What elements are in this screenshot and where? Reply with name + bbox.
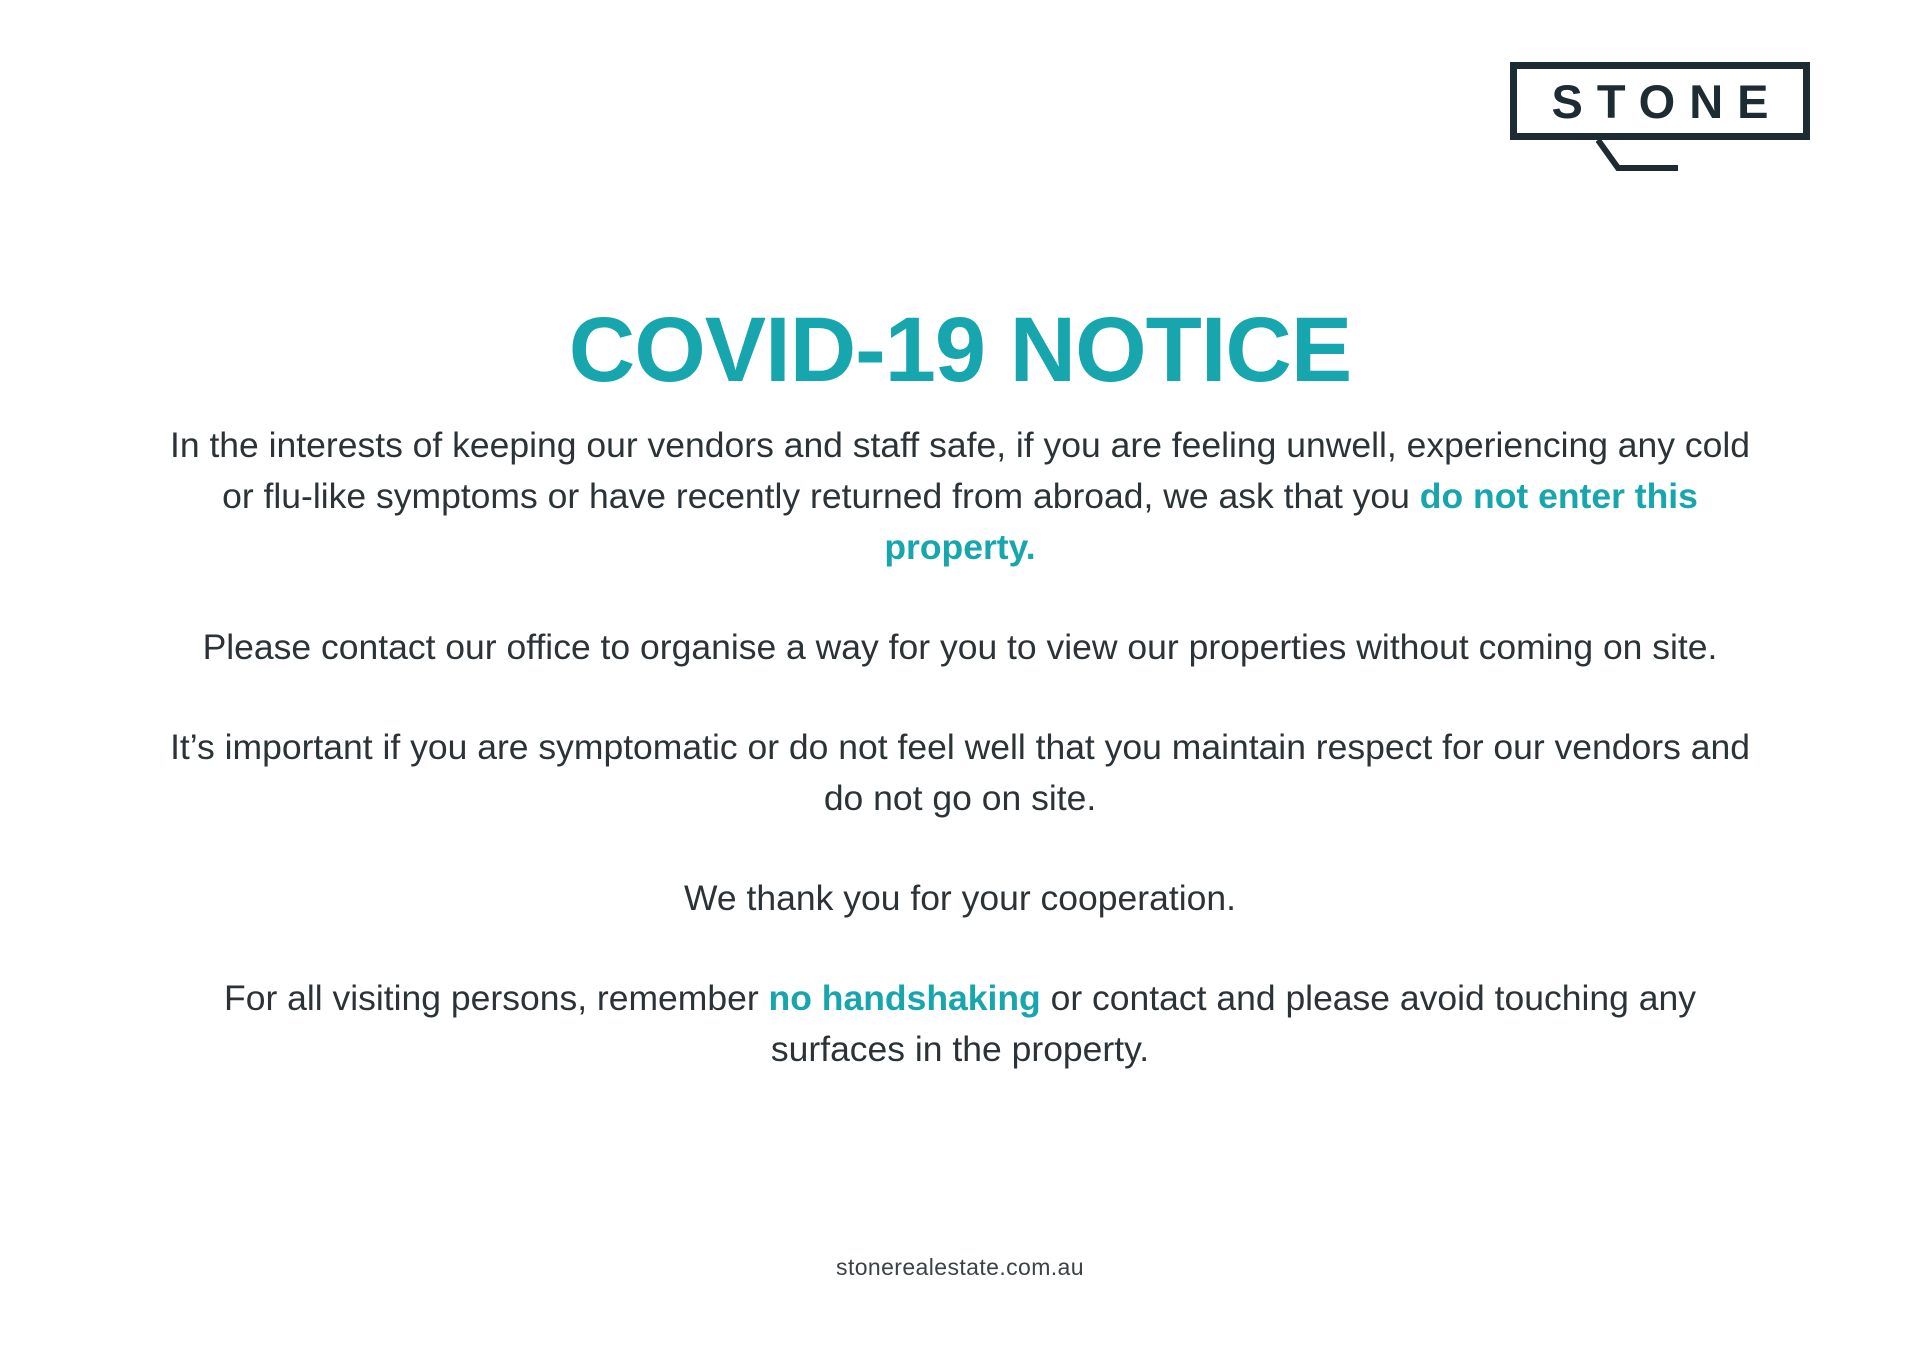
- paragraph-2-text: Please contact our office to organise a way for you to view our properties without coming on site.: [202, 627, 1718, 667]
- paragraph-4-text: We thank you for your cooperation.: [684, 878, 1236, 918]
- logo-box-icon: [1510, 62, 1810, 140]
- paragraph-5-text-lead: For all visiting persons, remember: [224, 978, 769, 1018]
- notice-body: [155, 420, 1765, 1075]
- paragraph-3-text: It’s important if you are symptomatic or do not feel well that you maintain respect for our vendors and do not go on site.: [170, 727, 1750, 818]
- paragraph-1-emphasis: do not enter this property.: [884, 476, 1698, 567]
- paragraph-5-text-tail: or contact and please avoid touching any surfaces in the property.: [770, 978, 1696, 1069]
- brand-logo: [1510, 62, 1810, 140]
- logo-wordmark: STONE: [1551, 74, 1783, 128]
- paragraph-4: [155, 873, 1765, 924]
- paragraph-5: [155, 973, 1765, 1075]
- page-title: COVID-19 NOTICE: [568, 298, 1352, 401]
- paragraph-2: [155, 622, 1765, 673]
- paragraph-5-emphasis: no handshaking: [768, 978, 1041, 1018]
- paragraph-3: [155, 722, 1765, 824]
- footer-website: stonerealestate.com.au: [836, 1254, 1084, 1280]
- paragraph-1: [155, 420, 1765, 573]
- paragraph-1-text: In the interests of keeping our vendors and staff safe, if you are feeling unwell, experiencing any cold or flu-like symptoms or have recently returned from abroad, we ask that you: [169, 425, 1751, 516]
- logo-speech-tail-icon: [1596, 138, 1680, 172]
